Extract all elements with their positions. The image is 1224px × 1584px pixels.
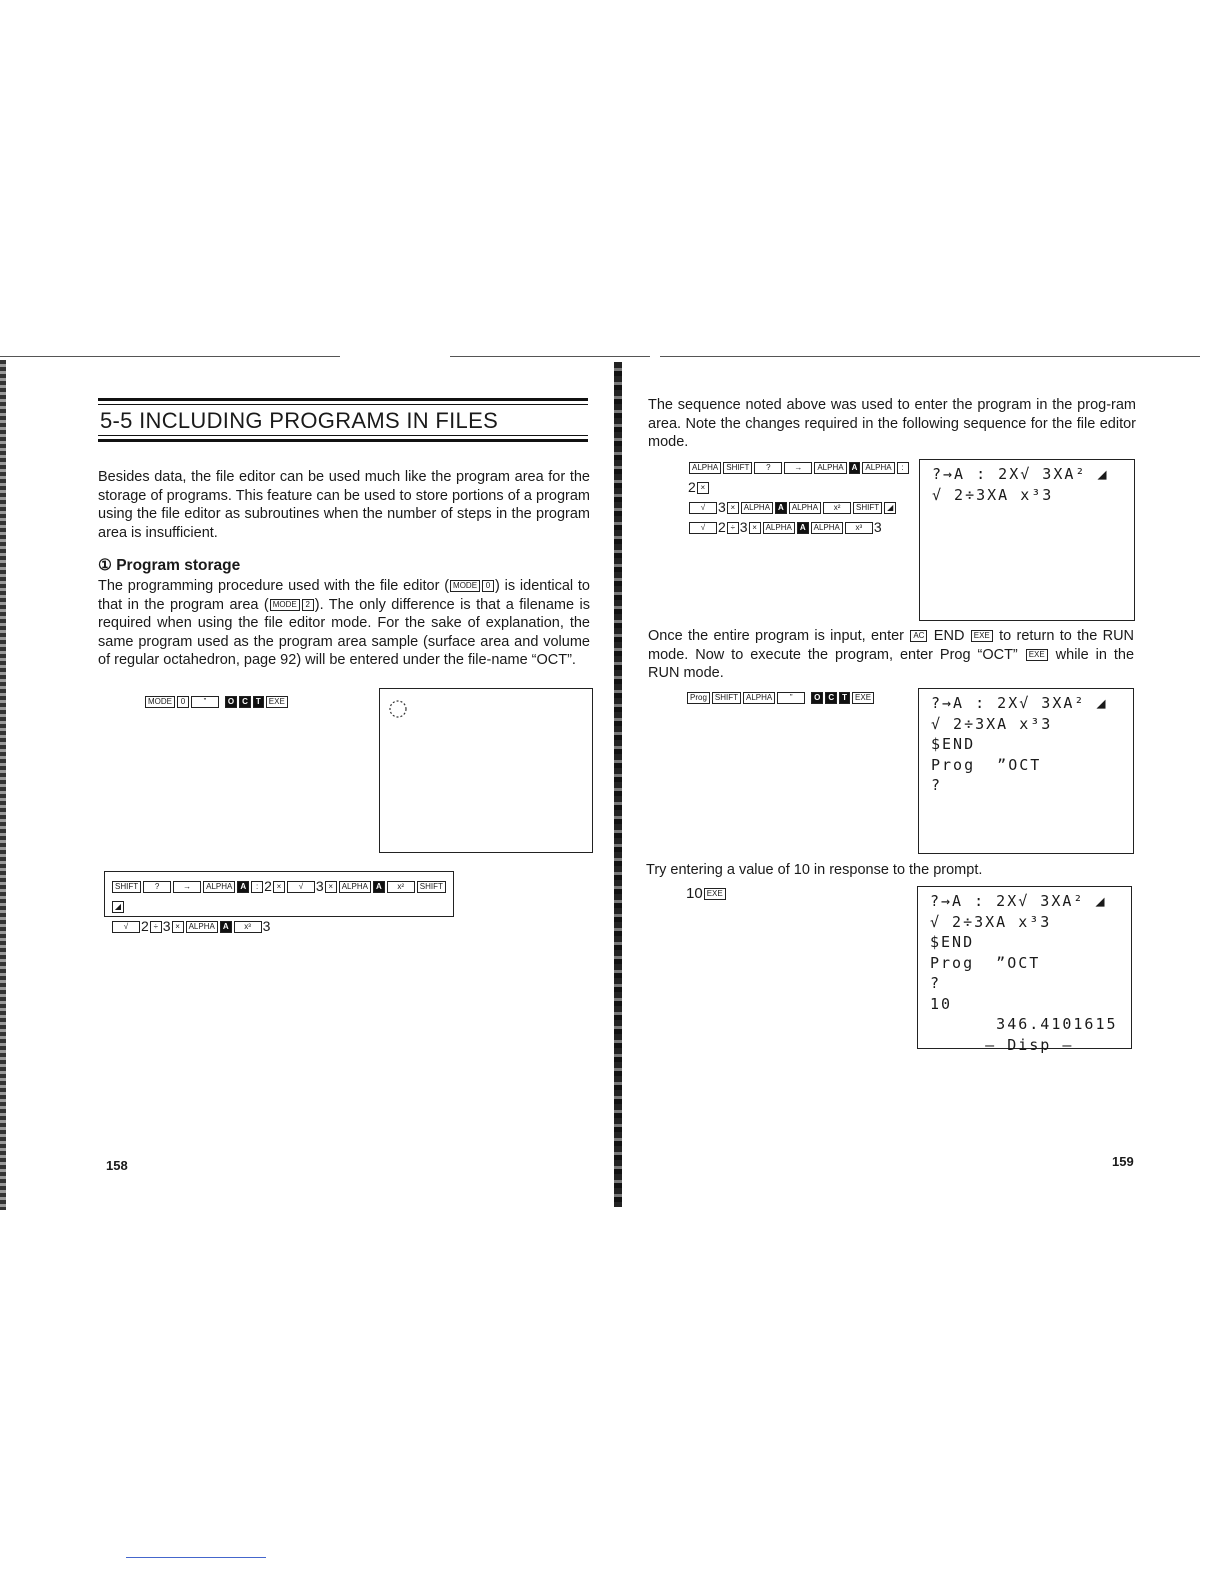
- calculator-screen-2: [919, 459, 1135, 621]
- times-key: ×: [325, 881, 337, 893]
- section-title: 5-5 INCLUDING PROGRAMS IN FILES: [100, 408, 499, 433]
- right-paragraph-2: [648, 627, 1134, 683]
- lcd-line: ?: [930, 974, 942, 992]
- title-rule-bottom: [98, 439, 588, 442]
- alpha-key: ALPHA: [862, 462, 894, 474]
- lcd-lines: [919, 689, 1133, 796]
- title-rule-top-thin: [98, 404, 588, 405]
- calculator-screen-1: [379, 688, 593, 853]
- cube-key: x³: [845, 522, 873, 534]
- key-sequence-line-1: [111, 876, 447, 916]
- lcd-line: Prog ”OCT: [930, 953, 1041, 972]
- letter-o-key: O: [225, 696, 237, 708]
- exe-key: EXE: [266, 696, 288, 708]
- letter-a-key: A: [797, 522, 809, 534]
- exe-key: EXE: [704, 888, 726, 900]
- body-text-2: ) is identical to that in the program area (: [98, 578, 590, 613]
- p2-text-d: while in the RUN mode.: [648, 646, 1135, 681]
- mode-key-2: MODE: [270, 599, 300, 611]
- right-paragraph-3-block: [646, 861, 1132, 880]
- lcd-line: ?: [931, 776, 943, 794]
- lcd-line: ?→A : 2X√ 3XA² ◢: [931, 694, 1108, 712]
- alpha-key: ALPHA: [763, 522, 795, 534]
- shift-key: SHIFT: [712, 692, 741, 704]
- lcd-line: √ 2÷3XA x³3: [932, 485, 1054, 504]
- exe-key: EXE: [971, 630, 993, 642]
- colon-key: :: [251, 881, 263, 893]
- alpha-key: ALPHA: [203, 881, 235, 893]
- top-rule-left: [0, 356, 340, 357]
- body-block: [98, 577, 590, 670]
- title-rule-top: [98, 398, 588, 401]
- key-sequence-2: [688, 457, 914, 537]
- letter-a-key: A: [373, 881, 385, 893]
- lcd-line: Prog ”OCT: [931, 755, 1042, 774]
- disp-key: ◢: [884, 502, 896, 514]
- alpha-key: ALPHA: [743, 692, 775, 704]
- square-key: x²: [823, 502, 851, 514]
- lcd-line: $END: [930, 933, 975, 951]
- alpha-key: ALPHA: [789, 502, 821, 514]
- key-sequence-3: [686, 687, 875, 707]
- intro-block: [98, 468, 590, 542]
- digit-3: 3: [262, 918, 271, 934]
- times-key: ×: [727, 502, 739, 514]
- body-text-1: The programming procedure used with the file editor (: [98, 578, 450, 594]
- page-number-right: 159: [1112, 1154, 1134, 1169]
- digit-3: 3: [162, 918, 171, 934]
- sqrt-key: √: [112, 921, 140, 933]
- digit-2: 2: [718, 519, 726, 535]
- sqrt-key: √: [287, 881, 315, 893]
- p2-text-c: to return to the RUN mode. Now to execute the program, enter Prog “OCT”: [648, 628, 1135, 663]
- lcd-lines: [918, 887, 1131, 1055]
- lcd-line: $END: [931, 735, 976, 753]
- lcd-line: ?→A : 2X√ 3XA² ◢: [930, 892, 1107, 910]
- quote-key: ”: [191, 696, 219, 708]
- page-number-left: 158: [106, 1158, 128, 1173]
- times-key: ×: [749, 522, 761, 534]
- zero-key: 0: [482, 580, 494, 592]
- divide-key: ÷: [727, 522, 739, 534]
- body-paragraph: [98, 577, 590, 670]
- shift-key: SHIFT: [853, 502, 882, 514]
- letter-a-key: A: [220, 921, 232, 933]
- lcd-line: √ 2÷3XA x³3: [931, 714, 1053, 733]
- intro-paragraph: Besides data, the file editor can be used much like the program area for the storage of programs. This feature can be used to store portions of a program using the file editor as subroutines when the number of steps in the program area is insufficient.: [98, 469, 590, 541]
- shift-key: SHIFT: [417, 881, 446, 893]
- quote-key: ”: [777, 692, 805, 704]
- exe-key: EXE: [1026, 649, 1048, 661]
- top-rule-right: [660, 356, 1200, 357]
- divide-key: ÷: [150, 921, 162, 933]
- times-key: ×: [273, 881, 285, 893]
- lcd-line: 346.4101615: [930, 1015, 1118, 1033]
- times-key: ×: [172, 921, 184, 933]
- alpha-key: ALPHA: [741, 502, 773, 514]
- alpha-key: ALPHA: [814, 462, 846, 474]
- right-paragraph-2-block: [648, 627, 1134, 683]
- key-sequence-box: [104, 871, 454, 934]
- prog-key: Prog: [687, 692, 710, 704]
- top-rule-mid: [450, 356, 650, 357]
- square-key: x²: [387, 881, 415, 893]
- exe-key: EXE: [852, 692, 874, 704]
- key-sequence-4: [686, 884, 727, 904]
- shift-key: SHIFT: [723, 462, 752, 474]
- letter-o-key: O: [811, 692, 823, 704]
- right-paragraph-1-block: [648, 396, 1136, 452]
- calculator-screen-3: [918, 688, 1134, 854]
- title-rule-bottom-thin: [98, 435, 588, 436]
- arrow-key: →: [173, 881, 201, 893]
- lcd-line: — Disp —: [930, 1035, 1074, 1054]
- p2-text-a: Once the entire program is input, enter: [648, 628, 905, 644]
- book-spine: [614, 362, 622, 1207]
- question-key: ?: [754, 462, 782, 474]
- bottom-link-rule: [126, 1557, 266, 1558]
- p2-text-b: END: [933, 628, 965, 644]
- right-paragraph-3: Try entering a value of 10 in response to the prompt.: [646, 862, 983, 878]
- digit-3: 3: [315, 878, 324, 894]
- body-text-3: ). The only difference is that a filename is required when using the file editor mode. For the sake of explanation, the same program used as the program area sample (surface area and volume of regular octahedron, page 92) will be entered under the file-name “OCT”.: [98, 596, 590, 668]
- subsection-heading: [98, 556, 240, 575]
- question-key: ?: [143, 881, 171, 893]
- cube-key: x³: [234, 921, 262, 933]
- letter-a-key: A: [849, 462, 861, 474]
- alpha-key: ALPHA: [689, 462, 721, 474]
- digit-3: 3: [718, 499, 726, 515]
- key-sequence-line-2: [111, 916, 447, 936]
- cursor-icon: [386, 697, 410, 721]
- letter-c-key: C: [825, 692, 837, 704]
- calculator-screen-4: [917, 886, 1132, 1054]
- value-ten: 10: [686, 885, 703, 902]
- colon-key: :: [897, 462, 909, 474]
- disp-key: ◢: [112, 901, 124, 913]
- right-paragraph-1: The sequence noted above was used to enter the program in the prog-ram area. Note the changes required in the following sequence for the file editor mode.: [648, 397, 1136, 450]
- alpha-key: ALPHA: [811, 522, 843, 534]
- alpha-key: ALPHA: [186, 921, 218, 933]
- letter-t-key: T: [839, 692, 850, 704]
- lcd-line: √ 2÷3XA x³3: [930, 912, 1052, 931]
- arrow-key: →: [784, 462, 812, 474]
- digit-3: 3: [739, 519, 748, 535]
- alpha-key: ALPHA: [339, 881, 371, 893]
- sqrt-key: √: [689, 502, 717, 514]
- lcd-line: 10: [930, 994, 953, 1013]
- page-edge-left: [0, 360, 6, 1210]
- two-key: 2: [302, 599, 314, 611]
- mode-key: MODE: [145, 696, 175, 708]
- subsection-heading-text: ① Program storage: [98, 557, 241, 574]
- digit-2: 2: [688, 479, 696, 495]
- shift-key: SHIFT: [112, 881, 141, 893]
- lcd-lines: [920, 460, 1134, 505]
- letter-t-key: T: [253, 696, 264, 708]
- ac-key: AC: [910, 630, 927, 642]
- digit-2: 2: [141, 918, 149, 934]
- lcd-line: ?→A : 2X√ 3XA² ◢: [932, 465, 1109, 483]
- letter-a-key: A: [237, 881, 249, 893]
- letter-c-key: C: [239, 696, 251, 708]
- times-key: ×: [697, 482, 709, 494]
- sqrt-key: √: [689, 522, 717, 534]
- digit-3: 3: [873, 519, 882, 535]
- digit-2: 2: [264, 878, 272, 894]
- zero-key: 0: [177, 696, 189, 708]
- letter-a-key: A: [775, 502, 787, 514]
- mode-key: MODE: [450, 580, 480, 592]
- key-sequence-1: [144, 691, 289, 711]
